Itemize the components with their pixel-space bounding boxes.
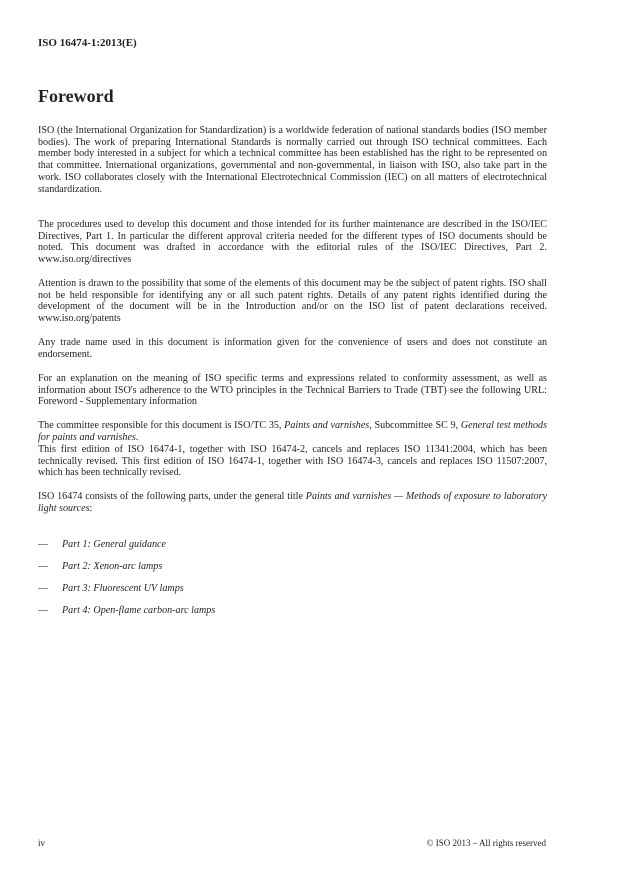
- paragraph-edition: This first edition of ISO 16474-1, together with ISO 16474-2, cancels and replaces ISO 11341:2004, which has been technically revised. This first edition of ISO 16474-1, together with ISO 16474-3, cancels and replaces ISO 11507:2007, which has been technically revised.: [38, 444, 547, 479]
- text: Paints and varnishes: [284, 420, 370, 431]
- part-label: Part 1: General guidance: [62, 539, 166, 550]
- part-label: Part 4: Open-flame carbon-arc lamps: [62, 605, 216, 616]
- dash: —: [38, 539, 49, 550]
- list-item: [38, 605, 215, 616]
- text: General test methods for paints and varnishes: [38, 420, 548, 443]
- dash: —: [38, 605, 49, 616]
- list-item: [38, 539, 166, 550]
- paragraph-explanation: For an explanation on the meaning of ISO specific terms and expressions related to conformity assessment, as well as information about ISO's adherence to the WTO principles in the Technical Barriers to Trade (TBT) see the following URL: Foreword - Supplementary information: [38, 373, 547, 408]
- text: :: [89, 502, 93, 514]
- page-number: iv: [38, 838, 46, 848]
- paragraph-committee: [38, 420, 547, 443]
- paragraph-iso-intro: ISO (the International Organization for Standardization) is a worldwide federation of national standards bodies (ISO member bodies). The work of preparing International Standards is normally carried out through ISO technical committees. Each member body interested in a subject for which a technical committee has been established has the right to be represented on that committee. International organizations, governmental and non-governmental, in liaison with ISO, also take part in the work. ISO collaborates closely with the International Electrotechnical Commission (IEC) on all matters of electrotechnical standardization.: [38, 125, 547, 195]
- text: Paints and varnishes — Methods of exposure to laboratory light sources: [38, 491, 547, 514]
- part-label: Part 2: Xenon-arc lamps: [62, 561, 163, 572]
- paragraph-trade-name: Any trade name used in this document is information given for the convenience of users and does not constitute an endorsement.: [38, 337, 547, 360]
- paragraph-procedures: The procedures used to develop this document and those intended for its further maintenance are described in the ISO/IEC Directives, Part 1. In particular the different approval criteria needed for the different types of ISO documents should be noted. This document was drafted in accordance with the editorial rules of the ISO/IEC Directives, Part 2. www.iso.org/directives: [38, 219, 547, 266]
- text: The committee responsible for this document is ISO/TC 35,: [38, 420, 285, 431]
- paragraph-patents: Attention is drawn to the possibility that some of the elements of this document may be the subject of patent rights. ISO shall not be held responsible for identifying any or all such patent rights. Details of any patent rights identified during the development of the document will be in the Introduction and/or on the ISO list of patent declarations received. www.iso.org/patents: [38, 278, 547, 325]
- page-title: Foreword: [38, 86, 114, 106]
- text: , Subcommittee SC 9,: [369, 420, 461, 431]
- text: .: [135, 431, 139, 443]
- copyright: © ISO 2013 – All rights reserved: [426, 838, 546, 848]
- paragraph-parts-intro: [38, 491, 547, 514]
- list-item: [38, 583, 184, 594]
- list-item: [38, 561, 162, 572]
- dash: —: [38, 583, 49, 594]
- dash: —: [38, 561, 49, 572]
- text: ISO 16474 consists of the following parts, under the general title: [38, 491, 306, 502]
- part-label: Part 3: Fluorescent UV lamps: [62, 583, 184, 594]
- document-header: ISO 16474-1:2013(E): [38, 37, 137, 49]
